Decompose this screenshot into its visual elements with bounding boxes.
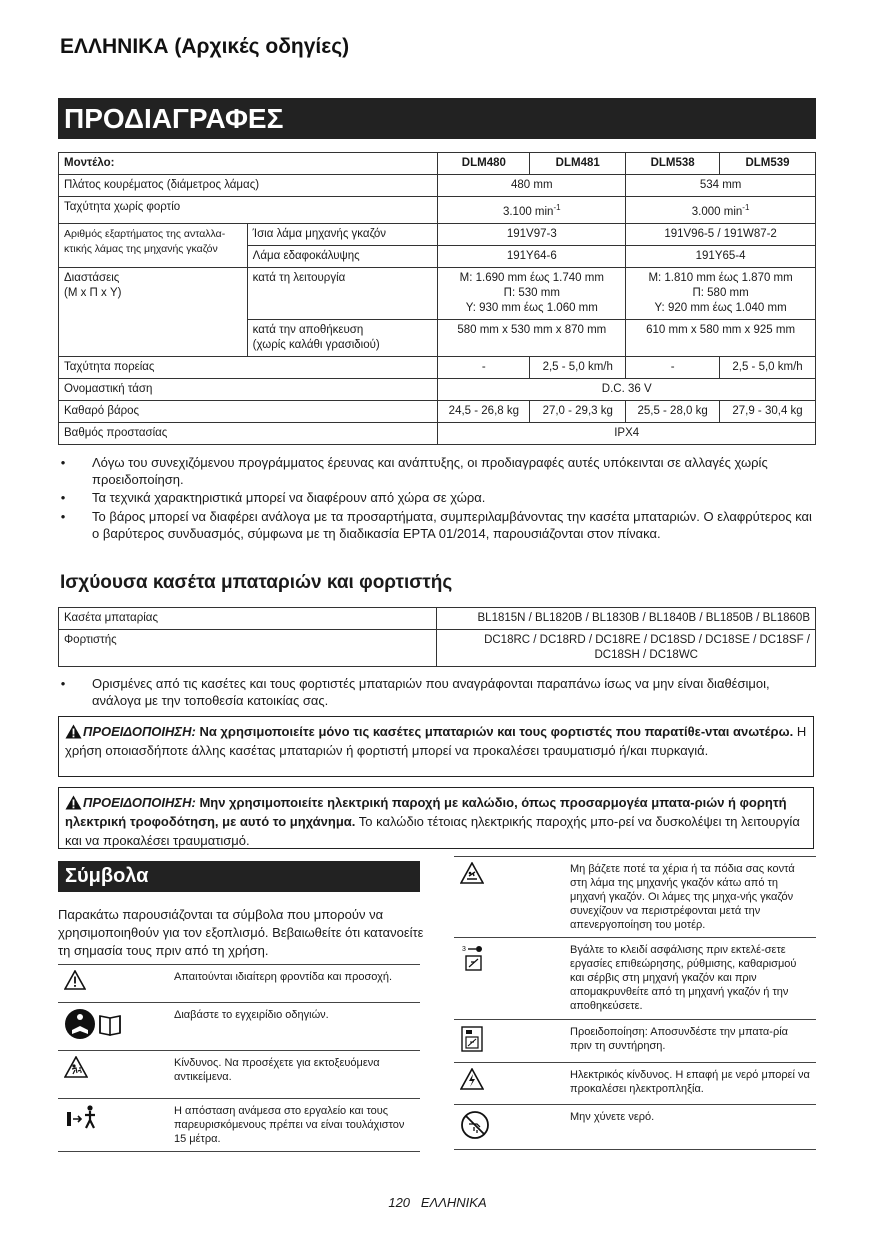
spec-note: Λόγω του συνεχιζόμενου προγράμματος έρευνας και ανάπτυξης, οι προδιαγραφές αυτές υπόκεινται σε αλλαγές χωρίς προειδοποίηση. bbox=[92, 455, 768, 487]
dimension-height: Υ: 920 mm έως 1.040 mm bbox=[654, 301, 787, 314]
sub-label bbox=[247, 319, 438, 356]
dimensions-label-sub: (Μ x Π x Υ) bbox=[64, 286, 122, 299]
cell-value: - bbox=[438, 356, 530, 378]
warning-emphasis: Μην χρησιμοποιείτε ηλεκτρική παροχή με καλώδιο, όπως προσαρμογέα μπατα-ριών ή φορητή ηλεκτρική τροφοδότηση, με αυτό το μηχάνημα. bbox=[65, 795, 787, 829]
symbol-icon-cell bbox=[454, 1105, 566, 1150]
table-row bbox=[59, 223, 816, 245]
cell-value: 25,5 - 28,0 kg bbox=[626, 400, 720, 422]
cell-value: 534 mm bbox=[626, 175, 816, 197]
warning-triangle-icon bbox=[65, 724, 82, 739]
cell-value: 480 mm bbox=[438, 175, 626, 197]
symbol-icon-cell bbox=[58, 965, 170, 1003]
charger-models-line: DC18RC / DC18RD / DC18RE / DC18SD / DC18SE / DC18SF / bbox=[484, 634, 810, 646]
row-label: Ονομαστική τάση bbox=[59, 378, 438, 400]
cell-value: 191Y64-6 bbox=[438, 245, 626, 267]
keep-distance-icon bbox=[64, 1104, 100, 1130]
cell-value bbox=[438, 267, 626, 319]
list-item bbox=[58, 508, 818, 542]
charger-models-line: DC18SH / DC18WC bbox=[594, 649, 698, 661]
table-row bbox=[59, 175, 816, 197]
unit-superscript: -1 bbox=[553, 203, 561, 212]
symbol-description: Μην χύνετε νερό. bbox=[566, 1105, 816, 1150]
dimension-width: Π: 530 mm bbox=[503, 286, 560, 299]
disconnect-battery-icon bbox=[460, 1025, 484, 1053]
cell-value: 2,5 - 5,0 km/h bbox=[720, 356, 816, 378]
warning-box bbox=[58, 787, 814, 849]
table-row bbox=[59, 267, 816, 319]
dimensions-label: Διαστάσεις bbox=[64, 271, 120, 284]
table-row bbox=[59, 608, 816, 630]
cell-value: 27,9 - 30,4 kg bbox=[720, 400, 816, 422]
symbols-intro: Παρακάτω παρουσιάζονται τα σύμβολα που μπορούν να χρησιμοποιηθούν για τον εξοπλισμό. Βεβαιωθείτε ότι κατανοείτε τη σημασία τους πριν από τη χρήση. bbox=[58, 907, 424, 958]
symbols-banner: Σύμβολα bbox=[58, 861, 420, 892]
symbol-icon-cell bbox=[454, 938, 566, 1020]
bullet-icon: • bbox=[60, 490, 66, 505]
symbols-table-right bbox=[454, 856, 816, 1150]
symbol-description: Βγάλτε το κλειδί ασφάλισης πριν εκτελέ-σετε εργασίες επιθεώρησης, ρύθμισης, καθαρισμού και σέρβις στη μηχανή γκαζόν και πριν απομακρυνθείτε από τη μηχανή γκαζόν ή την αποθηκεύσετε. bbox=[566, 938, 816, 1020]
sub-label: Λάμα εδαφοκάλυψης bbox=[247, 245, 438, 267]
cell-value bbox=[626, 267, 816, 319]
cell-value: 191V97-3 bbox=[438, 223, 626, 245]
sub-label: κατά τη λειτουργία bbox=[247, 267, 438, 319]
warning-text: Το καλώδιο τέτοιας ηλεκτρικής παροχής μπο-ρεί να δυσκολέψει τη λειτουργία και να προκαλέσει τραυματισμό. bbox=[65, 814, 800, 848]
warning-text: Η χρήση οποιασδήποτε άλλης κασέτας μπαταριών ή φορτιστή μπορεί να προκαλέσει τραυματισμό ή/και πυρκαγιά. bbox=[65, 724, 807, 758]
row-label bbox=[59, 267, 248, 356]
table-row bbox=[59, 630, 816, 667]
list-item bbox=[58, 675, 818, 709]
cell-value: 191V96-5 / 191W87-2 bbox=[626, 223, 816, 245]
speed-value: 3.100 min bbox=[502, 205, 554, 218]
table-row bbox=[59, 197, 816, 224]
table-row bbox=[58, 1051, 420, 1099]
row-label: Πλάτος κουρέματος (διάμετρος λάμας) bbox=[59, 175, 438, 197]
model-header: DLM481 bbox=[530, 153, 626, 175]
symbol-icon-cell bbox=[454, 1020, 566, 1063]
cell-value: IPX4 bbox=[438, 422, 816, 444]
symbol-icon-cell bbox=[58, 1051, 170, 1099]
row-label: Βαθμός προστασίας bbox=[59, 422, 438, 444]
cell-value bbox=[626, 197, 816, 224]
remove-key-icon bbox=[460, 943, 492, 973]
warning-emphasis: Να χρησιμοποιείτε μόνο τις κασέτες μπαταριών και τους φορτιστές που παρατίθε-νται ανωτέρω. bbox=[199, 724, 794, 739]
battery-section-title: Ισχύουσα κασέτα μπαταριών και φορτιστής bbox=[60, 572, 453, 593]
table-row bbox=[58, 1099, 420, 1152]
cell-value: D.C. 36 V bbox=[438, 378, 816, 400]
bullet-icon: • bbox=[60, 455, 66, 470]
specifications-table bbox=[58, 152, 816, 445]
cell-value: 2,5 - 5,0 km/h bbox=[530, 356, 626, 378]
model-header: DLM538 bbox=[626, 153, 720, 175]
page-number: 120 bbox=[388, 1195, 411, 1210]
cell-value: - bbox=[626, 356, 720, 378]
table-row bbox=[454, 938, 816, 1020]
table-row bbox=[454, 1020, 816, 1063]
cell-value: 191Y65-4 bbox=[626, 245, 816, 267]
symbol-description: Κίνδυνος. Να προσέχετε για εκτοξευόμενα αντικείμενα. bbox=[170, 1051, 420, 1099]
footer-language: ΕΛΛΗΝΙΚΑ bbox=[420, 1195, 487, 1210]
model-label: Μοντέλο: bbox=[59, 153, 438, 175]
list-item bbox=[58, 489, 818, 506]
cell-value bbox=[437, 630, 816, 667]
page-footer bbox=[0, 1195, 875, 1210]
warning-box bbox=[58, 716, 814, 777]
warning-label: ΠΡΟΕΙΔΟΠΟΙΗΣΗ: bbox=[83, 795, 196, 810]
model-header: DLM539 bbox=[720, 153, 816, 175]
specifications-banner: ΠΡΟΔΙΑΓΡΑΦΕΣ bbox=[58, 98, 816, 139]
warning-triangle-icon bbox=[65, 795, 82, 810]
row-label: Φορτιστής bbox=[59, 630, 437, 667]
dimension-height: Υ: 930 mm έως 1.060 mm bbox=[465, 301, 598, 314]
speed-value: 3.000 min bbox=[691, 205, 743, 218]
symbol-icon-cell bbox=[58, 1099, 170, 1152]
cell-value bbox=[438, 197, 626, 224]
warning-label: ΠΡΟΕΙΔΟΠΟΙΗΣΗ: bbox=[83, 724, 196, 739]
cell-value: 27,0 - 29,3 kg bbox=[530, 400, 626, 422]
dimension-length: Μ: 1.690 mm έως 1.740 mm bbox=[459, 271, 604, 284]
model-header: DLM480 bbox=[438, 153, 530, 175]
electric-shock-icon bbox=[460, 1068, 484, 1090]
bullet-icon: • bbox=[60, 509, 66, 524]
warning-triangle-icon bbox=[64, 970, 86, 990]
no-water-icon bbox=[460, 1110, 490, 1140]
symbol-description: Απαιτούνται ιδιαίτερη φροντίδα και προσοχή. bbox=[170, 965, 420, 1003]
spec-note: Τα τεχνικά χαρακτηριστικά μπορεί να διαφέρουν από χώρα σε χώρα. bbox=[92, 490, 486, 505]
cell-value: 610 mm x 580 mm x 925 mm bbox=[626, 319, 816, 356]
page-header-title: ΕΛΛΗΝΙΚΑ (Αρχικές οδηγίες) bbox=[60, 35, 350, 58]
symbols-table-left bbox=[58, 964, 420, 1152]
svg-text:3: 3 bbox=[462, 946, 466, 953]
symbol-icon-cell bbox=[58, 1003, 170, 1051]
dimension-width: Π: 580 mm bbox=[692, 286, 749, 299]
read-manual-icon bbox=[64, 1008, 126, 1040]
symbol-description: Διαβάστε το εγχειρίδιο οδηγιών. bbox=[170, 1003, 420, 1051]
row-label: Αριθμός εξαρτήματος της ανταλλα-κτικής λάμας της μηχανής γκαζόν bbox=[59, 223, 248, 267]
hand-foot-hazard-icon bbox=[460, 862, 484, 884]
table-row bbox=[59, 378, 816, 400]
table-row bbox=[58, 1003, 420, 1051]
battery-table bbox=[58, 607, 816, 667]
row-label: Κασέτα μπαταρίας bbox=[59, 608, 437, 630]
symbol-description: Μη βάζετε ποτέ τα χέρια ή τα πόδια σας κοντά στη λάμα της μηχανής γκαζόν κάτω από τη μηχανή γκαζόν. Οι λάμες της μηχα-νής γκαζόν συνεχίζουν να περιστρέφονται μετά την απενεργοποίηση του μοτέρ. bbox=[566, 857, 816, 938]
spec-note: Το βάρος μπορεί να διαφέρει ανάλογα με τα προσαρτήματα, συμπεριλαμβάνοντας την κασέτα μπαταριών. Ο ελαφρύτερος και ο βαρύτερος συνδυασμός, σύμφωνα με τη διαδικασία EPTA 01/2014, παρουσιάζονται στον πίνακα. bbox=[92, 509, 812, 541]
table-row bbox=[59, 153, 816, 175]
thrown-objects-icon bbox=[64, 1056, 88, 1078]
storage-label-sub: (χωρίς καλάθι γρασιδιού) bbox=[252, 338, 380, 351]
symbol-description: Προειδοποίηση: Αποσυνδέστε την μπατα-ρία πριν τη συντήρηση. bbox=[566, 1020, 816, 1063]
cell-value: 24,5 - 26,8 kg bbox=[438, 400, 530, 422]
table-row bbox=[59, 400, 816, 422]
table-row bbox=[59, 422, 816, 444]
cell-value: BL1815N / BL1820B / BL1830B / BL1840B / BL1850B / BL1860B bbox=[437, 608, 816, 630]
symbol-description: Ηλεκτρικός κίνδυνος. Η επαφή με νερό μπορεί να προκαλέσει ηλεκτροπληξία. bbox=[566, 1063, 816, 1105]
symbol-description: Η απόσταση ανάμεσα στο εργαλείο και τους παρευρισκόμενους πρέπει να είναι τουλάχιστον 15 μέτρα. bbox=[170, 1099, 420, 1152]
battery-note: Ορισμένες από τις κασέτες και τους φορτιστές μπαταριών που αναγράφονται παραπάνω ίσως να μην είναι διαθέσιμοι, ανάλογα με την τοποθεσία κατοικίας σας. bbox=[92, 676, 770, 708]
row-label: Ταχύτητα χωρίς φορτίο bbox=[59, 197, 438, 224]
list-item bbox=[58, 454, 818, 488]
table-row bbox=[454, 1105, 816, 1150]
row-label: Καθαρό βάρος bbox=[59, 400, 438, 422]
symbol-icon-cell bbox=[454, 857, 566, 938]
bullet-icon: • bbox=[60, 676, 66, 691]
table-row bbox=[58, 965, 420, 1003]
storage-label: κατά την αποθήκευση bbox=[252, 323, 364, 336]
table-row bbox=[454, 1063, 816, 1105]
row-label: Ταχύτητα πορείας bbox=[59, 356, 438, 378]
symbol-icon-cell bbox=[454, 1063, 566, 1105]
dimension-length: Μ: 1.810 mm έως 1.870 mm bbox=[648, 271, 793, 284]
table-row bbox=[59, 356, 816, 378]
cell-value: 580 mm x 530 mm x 870 mm bbox=[438, 319, 626, 356]
unit-superscript: -1 bbox=[742, 203, 750, 212]
table-row bbox=[454, 857, 816, 938]
sub-label: Ίσια λάμα μηχανής γκαζόν bbox=[247, 223, 438, 245]
